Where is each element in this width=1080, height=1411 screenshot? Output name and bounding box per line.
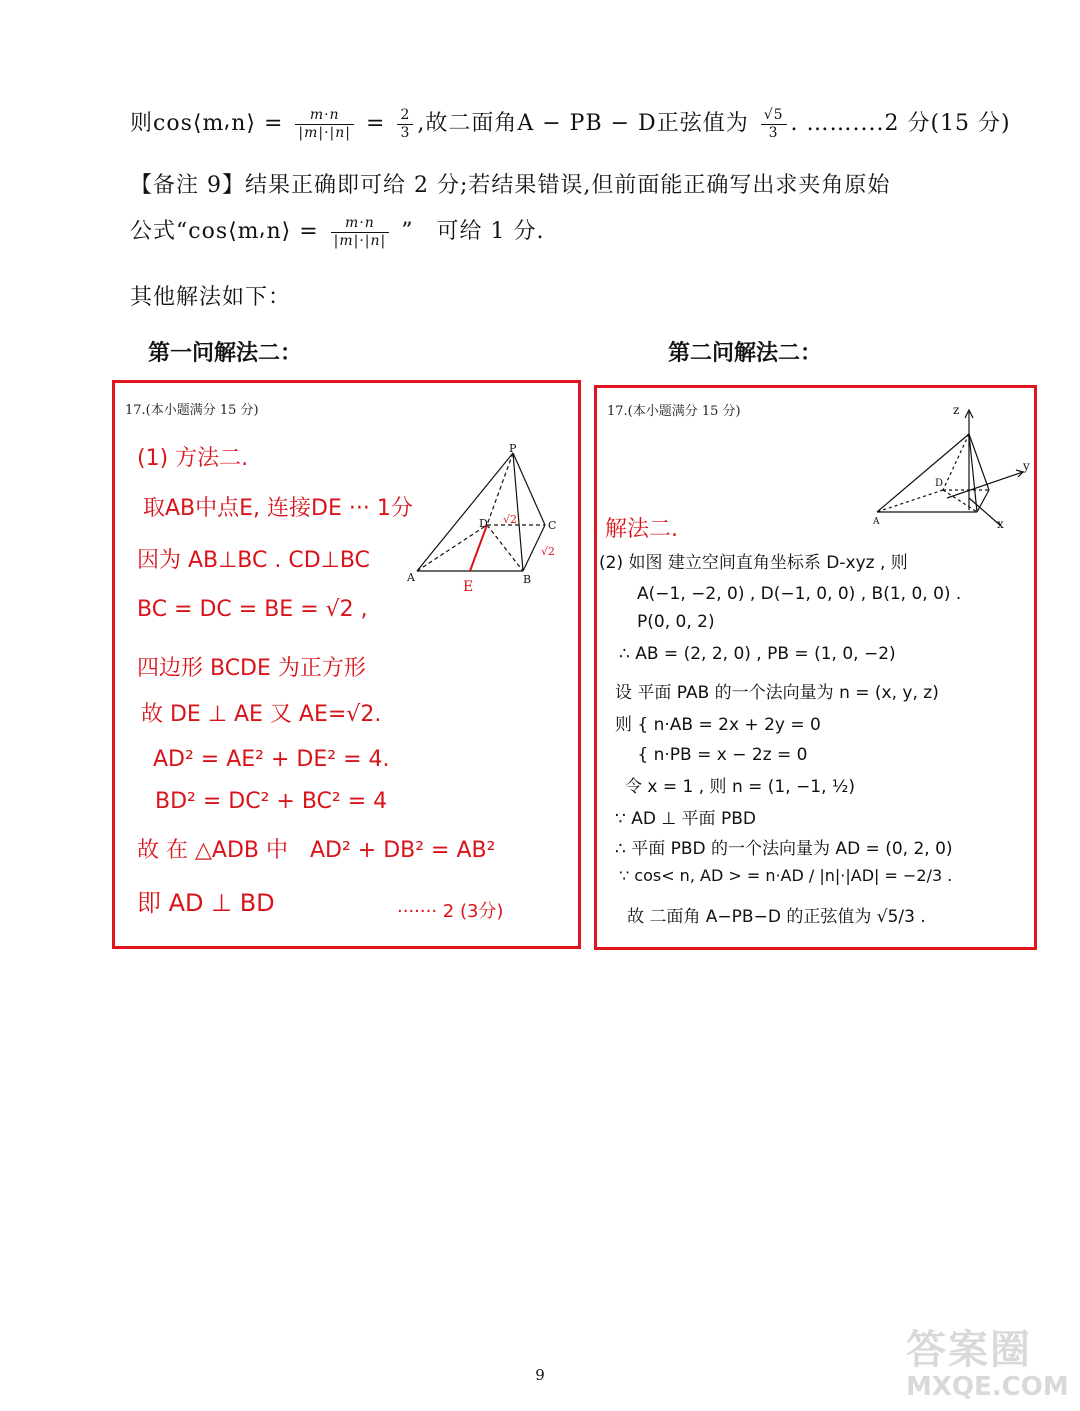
left-line-9: 故 在 △ADB 中 AD² + DB² = AB² xyxy=(137,838,496,863)
right-line-6: 则 { n·AB = 2x + 2y = 0 xyxy=(615,715,821,735)
left-line-10: 即 AD ⊥ BD xyxy=(137,889,275,917)
label-A-right: A xyxy=(873,517,880,527)
page-number: 9 xyxy=(535,1366,545,1384)
fraction-mn-2: $\frac{m\cdot n}{|m|\cdot|n|}$ xyxy=(331,215,390,250)
left-line-6: 故 DE ⊥ AE 又 AE=√2. xyxy=(141,702,382,727)
left-line-8: BD² = DC² + BC² = 4 xyxy=(155,789,388,814)
watermark-url: MXQE.COM xyxy=(906,1372,1069,1402)
label-P: P xyxy=(509,443,517,455)
label-C: C xyxy=(548,519,557,532)
left-line-4: BC = DC = BE = √2 , xyxy=(137,597,368,622)
right-solution-panel xyxy=(594,385,1037,950)
left-line-5: 四边形 BCDE 为正方形 xyxy=(137,656,366,681)
right-line-4: ∴ AB = (2, 2, 0) , PB = (1, 0, −2) xyxy=(619,644,896,664)
label-y: y xyxy=(1023,459,1030,473)
watermark-logo: 答案圈 xyxy=(906,1327,1032,1373)
label-x: x xyxy=(997,517,1004,531)
left-line-1: (1) 方法二. xyxy=(137,446,249,471)
right-line-9: ∵ AD ⊥ 平面 PBD xyxy=(615,809,756,829)
left-solution-panel xyxy=(112,380,581,949)
pyramid-figure xyxy=(405,443,565,593)
coordinate-pyramid-figure xyxy=(873,402,1033,532)
conclusion-line: 则cos⟨m⸴n⟩ = $\frac{m\cdot n}{|m|\cdot|n|}$ = $\frac{2}{3}$ ,故二面角A − PB − D正弦值为 $\frac{√5}{3}$ . ……....2 分(15 分) xyxy=(130,106,1011,141)
right-line-8: 令 x = 1 , 则 n = (1, −1, ½) xyxy=(625,777,856,797)
left-score: ······· 2 (3分) xyxy=(397,901,504,922)
label-root2-b: √2 xyxy=(541,545,556,558)
left-line-7: AD² = AE² + DE² = 4. xyxy=(153,747,390,772)
right-line-2: A(−1, −2, 0) , D(−1, 0, 0) , B(1, 0, 0) . xyxy=(637,584,962,604)
label-z: z xyxy=(953,403,960,417)
left-line-3: 因为 AB⊥BC . CD⊥BC xyxy=(137,548,370,573)
right-line-11: ∵ cos< n, AD > = n·AD / |n|·|AD| = −2/3 . xyxy=(619,866,953,885)
label-E: E xyxy=(463,579,474,593)
label-D: D xyxy=(479,517,488,530)
label-A: A xyxy=(407,571,415,584)
left-panel-title: 17.(本小题满分 15 分) xyxy=(125,403,259,418)
heading-first-question-method-2: 第一问解法二： xyxy=(148,341,303,366)
right-panel-title: 17.(本小题满分 15 分) xyxy=(607,404,741,419)
heading-second-question-method-2: 第二问解法二： xyxy=(668,341,823,366)
right-method-heading: 解法二. xyxy=(605,517,678,542)
right-line-12: 故 二面角 A−PB−D 的正弦值为 √5/3 . xyxy=(627,907,926,927)
note-9-line: 【备注 9】结果正确即可给 2 分;若结果错误,但前面能正确写出求夹角原始 xyxy=(130,173,891,198)
right-line-5: 设 平面 PAB 的一个法向量为 n = (x, y, z) xyxy=(615,683,939,703)
formula-line: 公式“cos⟨m⸴n⟩ = $\frac{m\cdot n}{|m|\cdot|n|}$ ” 可给 1 分. xyxy=(130,214,545,249)
right-line-7: { n·PB = x − 2z = 0 xyxy=(615,745,808,765)
right-line-10: ∴ 平面 PBD 的一个法向量为 AD = (0, 2, 0) xyxy=(615,839,953,859)
right-line-3: P(0, 0, 2) xyxy=(637,612,715,632)
left-line-2: 取AB中点E, 连接DE ··· 1分 xyxy=(143,496,413,521)
cos-expression: 则cos⟨m⸴n⟩ = xyxy=(130,111,284,136)
label-D-origin: D xyxy=(935,478,944,489)
fraction-root5-over-3: $\frac{√5}{3}$ xyxy=(761,107,787,142)
fraction-mn: $\frac{m\cdot n}{|m|\cdot|n|}$ xyxy=(295,107,354,142)
right-line-1: (2) 如图 建立空间直角坐标系 D-xyz , 则 xyxy=(599,553,908,573)
label-B: B xyxy=(523,573,532,586)
fraction-two-thirds: $\frac{2}{3}$ xyxy=(397,107,413,142)
other-methods-line: 其他解法如下： xyxy=(130,285,292,310)
label-root2-a: √2 xyxy=(503,513,518,526)
